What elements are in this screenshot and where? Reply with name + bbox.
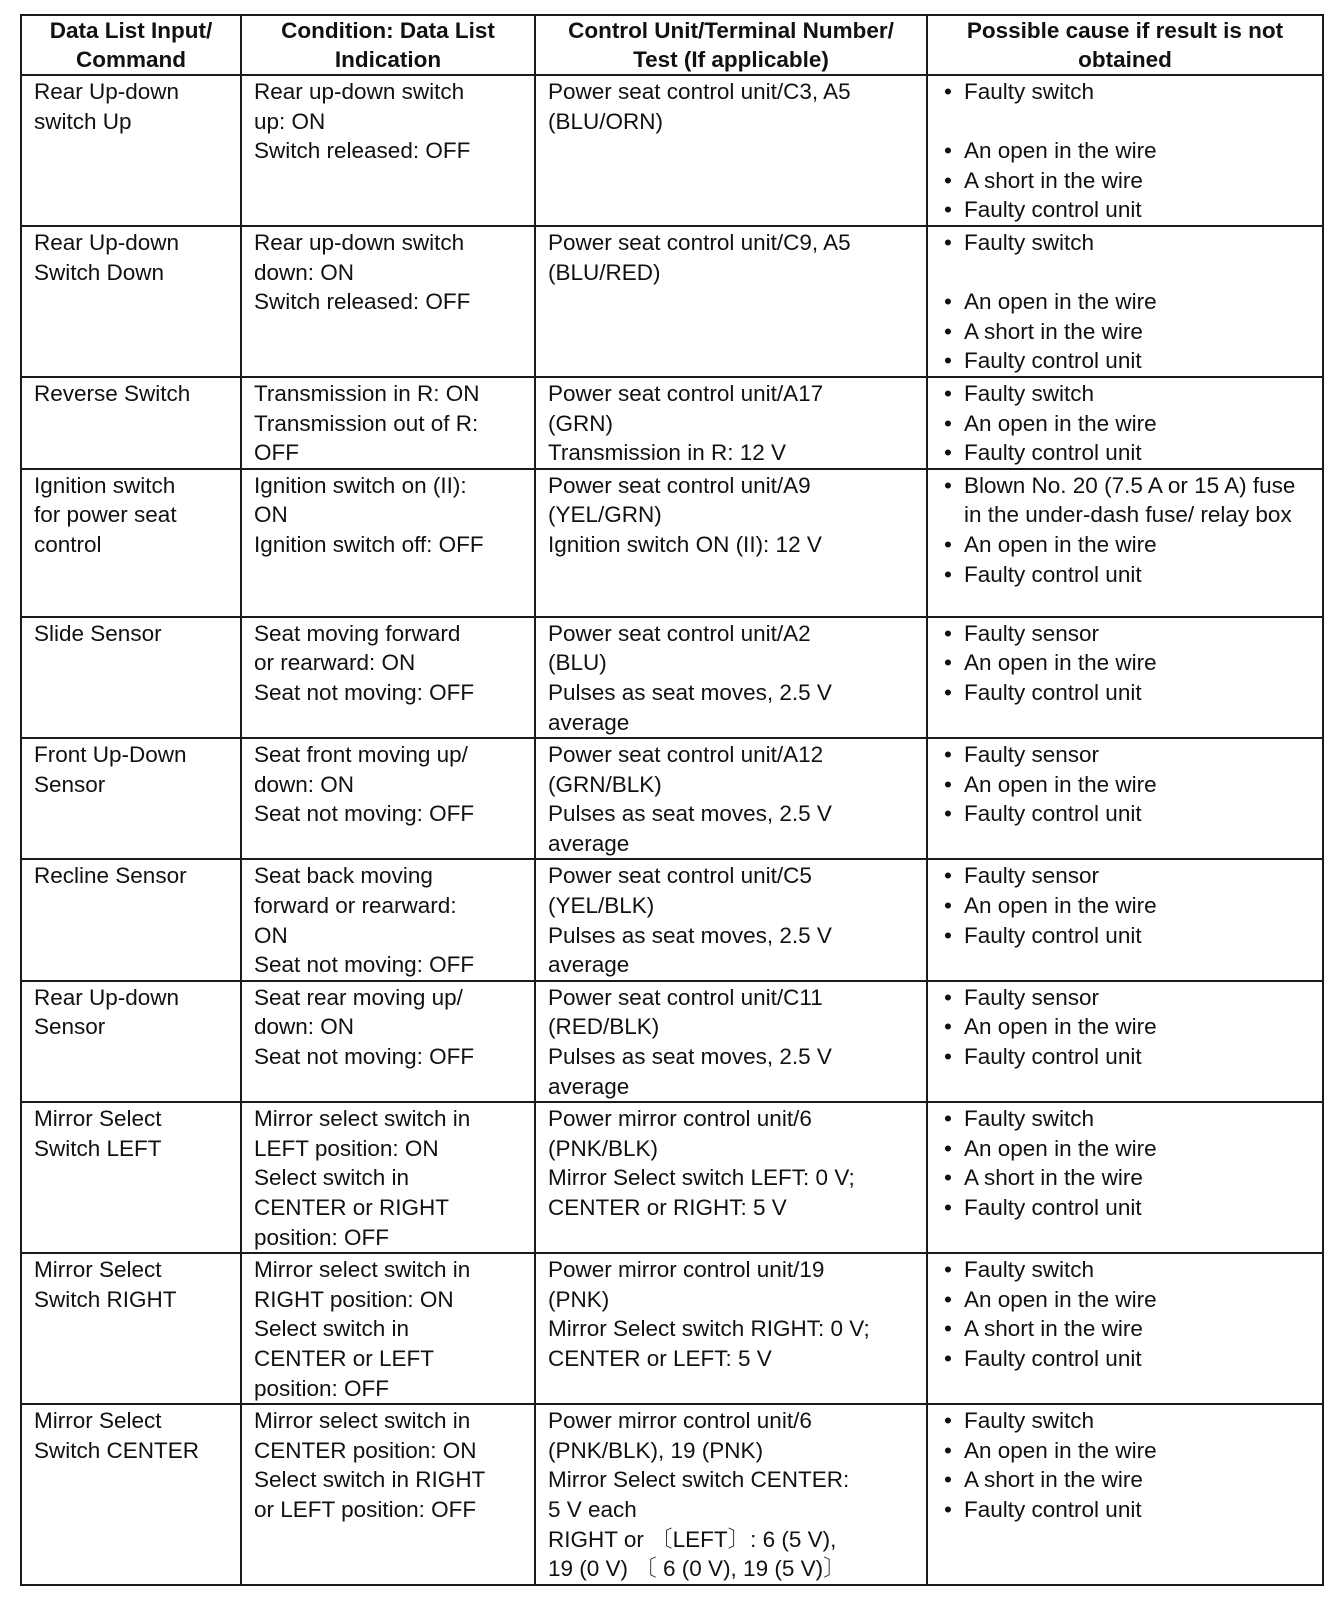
terminal-cell-line: CENTER or RIGHT: 5 V — [548, 1195, 787, 1220]
cause-item: • An open in the wire — [940, 1134, 1316, 1164]
table-row — [21, 469, 1323, 617]
condition-cell — [241, 1102, 535, 1253]
terminal-cell-line: (YEL/GRN) — [548, 502, 662, 528]
input-cell — [21, 981, 241, 1102]
input-cell-line: Mirror Select — [34, 1408, 162, 1434]
condition-cell-line: forward or rearward: — [254, 893, 457, 919]
condition-cell-line: Switch released: OFF — [254, 138, 471, 164]
cause-cell — [927, 1253, 1323, 1404]
terminal-cell — [535, 1404, 927, 1585]
cause-item: • Faulty control unit — [940, 195, 1316, 225]
cause-cell — [927, 469, 1323, 617]
cause-item: • An open in the wire — [940, 1285, 1316, 1315]
terminal-cell-line: (GRN) — [548, 410, 613, 436]
cause-item: • Faulty switch — [940, 379, 1316, 409]
condition-cell-line: CENTER or LEFT — [254, 1345, 435, 1371]
header-text: Possible cause if result is not — [966, 18, 1284, 43]
input-cell-line: for power seat — [34, 502, 177, 528]
terminal-cell-line: average — [548, 709, 630, 735]
cause-item: • An open in the wire — [940, 287, 1316, 317]
cause-item: • Faulty control unit — [940, 678, 1316, 708]
cause-list — [940, 983, 1316, 1072]
terminal-cell-line: Power mirror control unit/19 — [548, 1257, 825, 1283]
terminal-cell-line: Power seat control unit/C9, A5 — [548, 229, 851, 255]
input-cell-line: Rear Up-down — [34, 229, 180, 255]
cause-item: • An open in the wire — [940, 409, 1316, 439]
input-cell-line: Switch CENTER — [34, 1437, 200, 1463]
cause-item: • Faulty control unit — [940, 1495, 1316, 1525]
condition-cell-line: Seat front moving up/ — [254, 742, 468, 768]
terminal-cell — [535, 1102, 927, 1253]
condition-cell — [241, 738, 535, 859]
terminal-cell — [535, 377, 927, 469]
input-cell-line: control — [34, 531, 102, 557]
condition-cell-line: Seat back moving — [254, 863, 433, 889]
condition-cell — [241, 1253, 535, 1404]
terminal-cell-line: (PNK/BLK), 19 (PNK) — [548, 1437, 764, 1463]
condition-cell-line: Seat not moving: OFF — [254, 1044, 475, 1070]
condition-cell-line: Seat rear moving up/ — [254, 984, 463, 1010]
cause-item: • A short in the wire — [940, 1314, 1316, 1344]
condition-cell-line: ON — [254, 922, 288, 948]
cause-item: • An open in the wire — [940, 1012, 1316, 1042]
table-row — [21, 226, 1323, 377]
terminal-cell-line: (YEL/BLK) — [548, 893, 655, 919]
input-cell — [21, 226, 241, 377]
table-row — [21, 1102, 1323, 1253]
terminal-cell — [535, 469, 927, 617]
condition-cell-line: Mirror select switch in — [254, 1257, 471, 1283]
terminal-cell-line: Pulses as seat moves, 2.5 V — [548, 801, 832, 827]
condition-cell — [241, 75, 535, 226]
terminal-cell-line: (BLU/ORN) — [548, 108, 664, 134]
condition-cell-line: Mirror select switch in — [254, 1408, 471, 1434]
terminal-cell — [535, 738, 927, 859]
table-row — [21, 377, 1323, 469]
terminal-cell-line: (BLU/RED) — [548, 259, 661, 285]
header-text: Condition: Data List — [281, 18, 495, 43]
input-cell-line: Sensor — [34, 1014, 106, 1040]
cause-item: • Faulty switch — [940, 1104, 1316, 1134]
table-row — [21, 738, 1323, 859]
terminal-cell-line: Power seat control unit/A17 — [548, 380, 824, 406]
condition-cell-line: position: OFF — [254, 1224, 390, 1250]
condition-cell-line: Mirror select switch in — [254, 1106, 471, 1132]
terminal-cell-line: Power seat control unit/A12 — [548, 742, 824, 768]
condition-cell-line: down: ON — [254, 1014, 355, 1040]
input-cell — [21, 377, 241, 469]
terminal-cell-line: Mirror Select switch RIGHT: 0 V; — [548, 1316, 870, 1342]
cause-list — [940, 379, 1316, 468]
terminal-cell-line: average — [548, 952, 630, 978]
terminal-cell-line: (GRN/BLK) — [548, 771, 662, 797]
input-cell-line: Rear Up-down — [34, 984, 180, 1010]
condition-cell — [241, 981, 535, 1102]
cause-cell — [927, 738, 1323, 859]
cause-item: • Faulty control unit — [940, 560, 1316, 590]
condition-cell-line: Seat not moving: OFF — [254, 679, 475, 705]
cause-item: • Faulty control unit — [940, 1344, 1316, 1374]
cause-item: • An open in the wire — [940, 648, 1316, 678]
terminal-cell-line: Power seat control unit/C11 — [548, 984, 823, 1010]
terminal-cell-line: (PNK) — [548, 1286, 610, 1312]
terminal-cell-line: Power seat control unit/A2 — [548, 620, 811, 646]
cause-item: • Faulty switch — [940, 1255, 1316, 1285]
input-cell-line: switch Up — [34, 108, 132, 134]
cause-item: • An open in the wire — [940, 530, 1316, 560]
terminal-cell — [535, 981, 927, 1102]
table-row — [21, 617, 1323, 738]
data-list-table — [20, 14, 1324, 1586]
input-cell — [21, 1404, 241, 1585]
terminal-cell-line: Power seat control unit/A9 — [548, 472, 811, 498]
condition-cell-line: Rear up-down switch — [254, 229, 465, 255]
input-cell — [21, 738, 241, 859]
terminal-cell-line: Mirror Select switch LEFT: 0 V; — [548, 1165, 855, 1191]
condition-cell-line: up: ON — [254, 108, 326, 134]
cause-item: • Faulty control unit — [940, 921, 1316, 951]
condition-cell — [241, 469, 535, 617]
table-row — [21, 981, 1323, 1102]
cause-item: • Faulty control unit — [940, 438, 1316, 468]
cause-item: • Faulty control unit — [940, 1042, 1316, 1072]
terminal-cell — [535, 1253, 927, 1404]
cause-cell — [927, 1102, 1323, 1253]
terminal-cell-line: Pulses as seat moves, 2.5 V — [548, 1044, 832, 1070]
terminal-cell-line: Mirror Select switch CENTER: — [548, 1467, 850, 1493]
input-cell-line: Switch Down — [34, 259, 165, 285]
header-terminal — [535, 15, 927, 75]
input-cell — [21, 1253, 241, 1404]
condition-cell-line: CENTER position: ON — [254, 1437, 477, 1463]
cause-item: • Faulty switch — [940, 1406, 1316, 1436]
terminal-cell-line: 5 V each — [548, 1496, 637, 1522]
input-cell — [21, 859, 241, 980]
cause-item: • Faulty switch — [940, 77, 1316, 107]
condition-cell-line: Rear up-down switch — [254, 79, 465, 104]
condition-cell-line: Transmission out of R: — [254, 410, 479, 436]
header-text: Control Unit/Terminal Number/ — [568, 18, 894, 43]
condition-cell-line: RIGHT position: ON — [254, 1286, 454, 1312]
terminal-cell — [535, 859, 927, 980]
header-text: Indication — [334, 47, 442, 72]
condition-cell-line: or LEFT position: OFF — [254, 1496, 477, 1522]
cause-item: • A short in the wire — [940, 166, 1316, 196]
input-cell — [21, 75, 241, 226]
cause-item: • Faulty sensor — [940, 983, 1316, 1013]
condition-cell-line: down: ON — [254, 259, 355, 285]
terminal-cell-line: Pulses as seat moves, 2.5 V — [548, 679, 832, 705]
condition-cell-line: Seat not moving: OFF — [254, 801, 475, 827]
cause-list — [940, 619, 1316, 708]
condition-cell — [241, 617, 535, 738]
input-cell-line: Switch RIGHT — [34, 1286, 177, 1312]
terminal-cell — [535, 75, 927, 226]
condition-cell-line: ON — [254, 502, 288, 528]
cause-item: • Faulty sensor — [940, 740, 1316, 770]
input-cell — [21, 469, 241, 617]
condition-cell-line: OFF — [254, 440, 299, 466]
table-row — [21, 1404, 1323, 1585]
input-cell-line: Mirror Select — [34, 1106, 162, 1132]
condition-cell — [241, 859, 535, 980]
terminal-cell-line: (BLU) — [548, 650, 607, 676]
cause-cell — [927, 617, 1323, 738]
condition-cell-line: Switch released: OFF — [254, 289, 471, 315]
cause-list — [940, 77, 1316, 225]
terminal-cell-line: Power seat control unit/C3, A5 — [548, 79, 851, 104]
input-cell — [21, 1102, 241, 1253]
cause-list — [940, 861, 1316, 950]
input-cell-line: Slide Sensor — [34, 620, 162, 646]
condition-cell-line: Select switch in RIGHT — [254, 1467, 486, 1493]
cause-cell — [927, 226, 1323, 377]
condition-cell-line: LEFT position: ON — [254, 1135, 439, 1161]
terminal-cell-line: (RED/BLK) — [548, 1014, 660, 1040]
header-data-list-input — [21, 15, 241, 75]
header-text: obtained — [1078, 47, 1172, 72]
terminal-cell-line: Power seat control unit/C5 — [548, 863, 812, 889]
header-row — [21, 15, 1323, 75]
condition-cell-line: down: ON — [254, 771, 355, 797]
cause-list — [940, 740, 1316, 829]
terminal-cell-line: Transmission in R: 12 V — [548, 440, 786, 466]
cause-cell — [927, 377, 1323, 469]
terminal-cell-line: average — [548, 830, 630, 856]
terminal-cell-line: Power mirror control unit/6 — [548, 1106, 812, 1132]
cause-item: • An open in the wire — [940, 770, 1316, 800]
header-text: Data List Input/ — [49, 18, 213, 43]
cause-item: • Blown No. 20 (7.5 A or 15 A) fuse in the under-dash fuse/ relay box — [940, 471, 1316, 530]
input-cell-line: Recline Sensor — [34, 863, 187, 889]
condition-cell-line: Select switch in — [254, 1165, 410, 1191]
cause-item: • An open in the wire — [940, 136, 1316, 166]
cause-item: • Faulty sensor — [940, 619, 1316, 649]
condition-cell-line: Transmission in R: ON — [254, 380, 480, 406]
terminal-cell-line: Pulses as seat moves, 2.5 V — [548, 922, 832, 948]
cause-item: • Faulty control unit — [940, 799, 1316, 829]
input-cell-line: Switch LEFT — [34, 1135, 162, 1161]
terminal-cell — [535, 226, 927, 377]
condition-cell-line: Ignition switch on (II): — [254, 472, 467, 498]
terminal-cell-line: Power mirror control unit/6 — [548, 1408, 812, 1434]
condition-cell-line: Seat moving forward — [254, 620, 461, 646]
header-condition — [241, 15, 535, 75]
condition-cell — [241, 377, 535, 469]
header-text: Test (If applicable) — [633, 47, 829, 72]
cause-item: • Faulty control unit — [940, 346, 1316, 376]
table-row — [21, 859, 1323, 980]
terminal-cell-line: 19 (0 V) 〔 6 (0 V), 19 (5 V)〕 — [548, 1556, 846, 1582]
terminal-cell-line: Ignition switch ON (II): 12 V — [548, 531, 822, 557]
input-cell-line: Mirror Select — [34, 1257, 162, 1283]
cause-item: • Faulty sensor — [940, 861, 1316, 891]
input-cell-line: Front Up-Down — [34, 742, 187, 768]
table-row — [21, 75, 1323, 226]
header-possible-cause — [927, 15, 1323, 75]
header-text: Command — [75, 47, 186, 72]
condition-cell-line: or rearward: ON — [254, 650, 416, 676]
cause-cell — [927, 75, 1323, 226]
condition-cell-line: Select switch in — [254, 1316, 410, 1342]
table-row — [21, 1253, 1323, 1404]
cause-cell — [927, 859, 1323, 980]
terminal-cell-line: (PNK/BLK) — [548, 1135, 659, 1161]
condition-cell-line: position: OFF — [254, 1375, 390, 1401]
cause-item: • An open in the wire — [940, 891, 1316, 921]
cause-list — [940, 1255, 1316, 1373]
input-cell-line: Rear Up-down — [34, 79, 180, 104]
terminal-cell-line: RIGHT or 〔LEFT〕: 6 (5 V), — [548, 1526, 837, 1552]
input-cell — [21, 617, 241, 738]
cause-list — [940, 228, 1316, 376]
cause-cell — [927, 1404, 1323, 1585]
cause-item: • A short in the wire — [940, 1465, 1316, 1495]
input-cell-line: Sensor — [34, 771, 106, 797]
input-cell-line: Ignition switch — [34, 472, 176, 498]
input-cell-line: Reverse Switch — [34, 380, 191, 406]
condition-cell-line: Seat not moving: OFF — [254, 952, 475, 978]
cause-item: • Faulty control unit — [940, 1193, 1316, 1223]
cause-cell — [927, 981, 1323, 1102]
condition-cell-line: Ignition switch off: OFF — [254, 531, 484, 557]
cause-list — [940, 471, 1316, 589]
cause-item: • A short in the wire — [940, 1163, 1316, 1193]
condition-cell — [241, 226, 535, 377]
table-body — [21, 75, 1323, 1585]
cause-list — [940, 1104, 1316, 1222]
terminal-cell — [535, 617, 927, 738]
terminal-cell-line: CENTER or LEFT: 5 V — [548, 1345, 772, 1371]
condition-cell — [241, 1404, 535, 1585]
condition-cell-line: CENTER or RIGHT — [254, 1195, 450, 1220]
cause-item: • An open in the wire — [940, 1436, 1316, 1466]
cause-item: • Faulty switch — [940, 228, 1316, 258]
cause-item: • A short in the wire — [940, 317, 1316, 347]
cause-list — [940, 1406, 1316, 1524]
terminal-cell-line: average — [548, 1073, 630, 1099]
